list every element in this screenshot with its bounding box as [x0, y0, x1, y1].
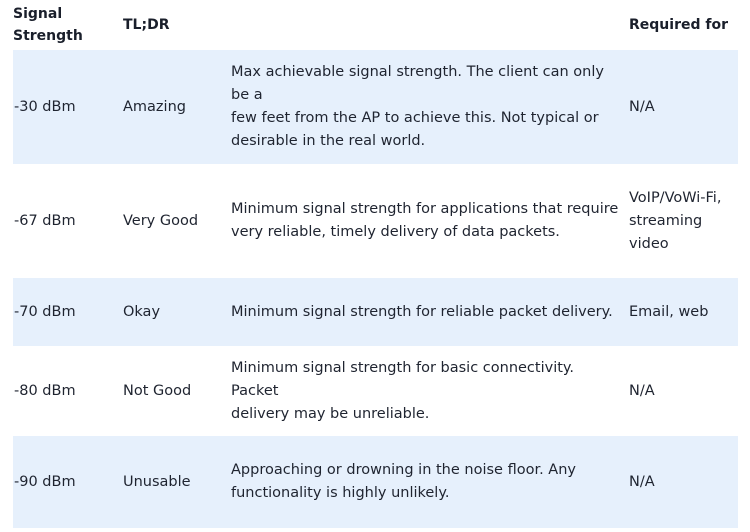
- table-header-row: [13, 0, 738, 50]
- column-header-signal-strength: Signal Strength: [13, 6, 83, 44]
- description-cell: Approaching or drowning in the noise floor. Any functionality is highly unlikely.: [231, 462, 576, 501]
- signal-cell: -70 dBm: [14, 303, 76, 320]
- column-header-description: [231, 0, 626, 50]
- required-for-cell: Email, web: [629, 303, 709, 320]
- tldr-cell: Unusable: [123, 473, 191, 490]
- description-cell: Minimum signal strength for reliable packet delivery.: [231, 303, 613, 320]
- table-row: [13, 346, 738, 436]
- required-for-cell: VoIP/VoWi-Fi, streaming video: [629, 189, 722, 252]
- tldr-cell: Okay: [123, 303, 161, 320]
- signal-cell: -30 dBm: [14, 98, 76, 115]
- signal-cell: -67 dBm: [14, 212, 76, 229]
- signal-cell: -90 dBm: [14, 473, 76, 490]
- table-row: [13, 164, 738, 278]
- signal-cell: -80 dBm: [14, 382, 76, 399]
- description-cell: Minimum signal strength for applications that require very reliable, timely delivery of data packets.: [231, 201, 619, 240]
- tldr-cell: Very Good: [123, 212, 199, 229]
- table-row: [13, 436, 738, 528]
- required-for-cell: N/A: [629, 473, 655, 490]
- tldr-cell: Amazing: [123, 98, 186, 115]
- column-header-tldr: TL;DR: [123, 17, 170, 33]
- required-for-cell: N/A: [629, 98, 655, 115]
- table-row: [13, 50, 738, 164]
- description-cell: Max achievable signal strength. The client can only be a few feet from the AP to achieve this. Not typical or desirable in the real world.: [231, 64, 604, 149]
- table-row: [13, 278, 738, 346]
- description-cell: Minimum signal strength for basic connectivity. Packet delivery may be unreliable.: [231, 359, 575, 422]
- tldr-cell: Not Good: [123, 382, 192, 399]
- column-header-required-for: Required for: [629, 17, 728, 33]
- required-for-cell: N/A: [629, 382, 655, 399]
